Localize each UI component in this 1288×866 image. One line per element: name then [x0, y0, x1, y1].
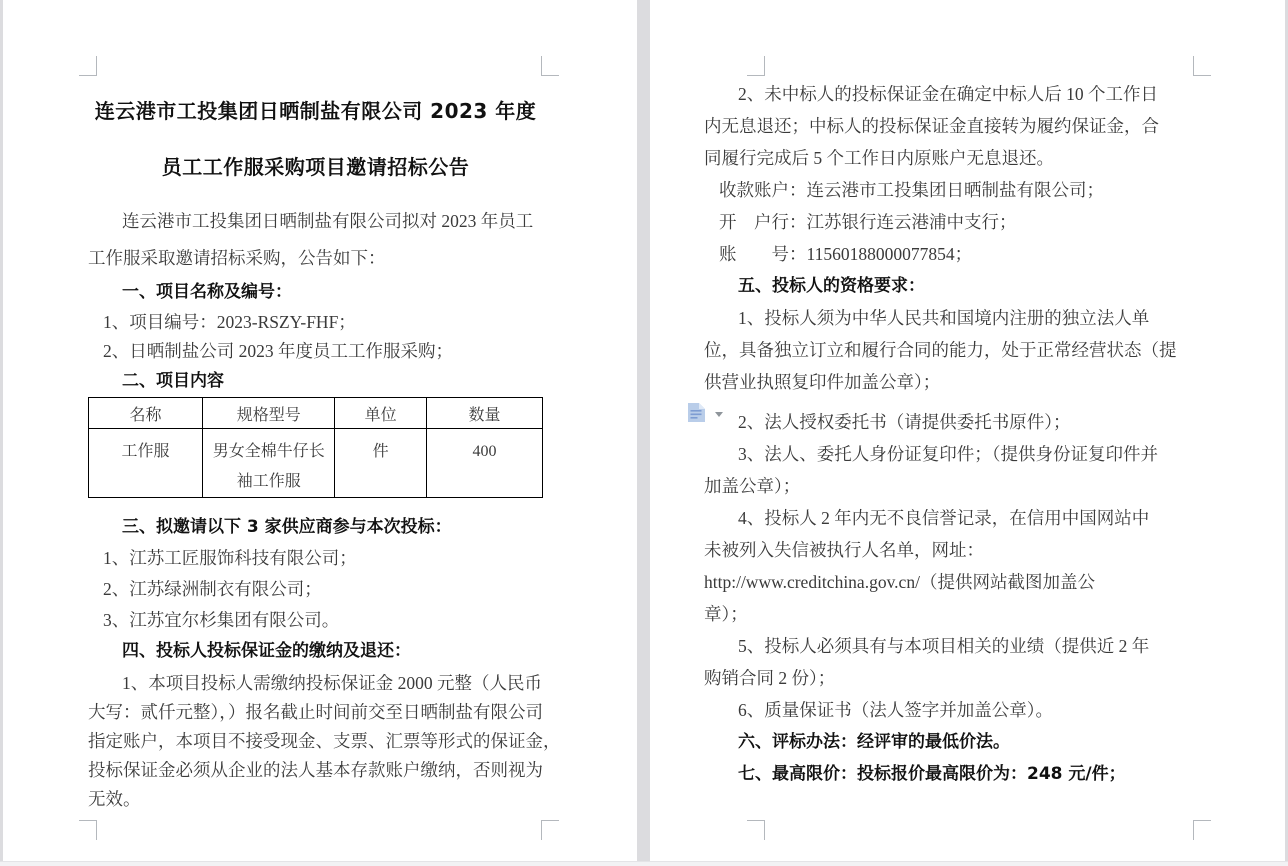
body-line: 1、投标人须为中华人民共和国境内注册的独立法人单 — [738, 308, 1150, 328]
list-item-line: 1、江苏工匠服饰科技有限公司； — [103, 548, 357, 568]
body-line: 无效。 — [88, 789, 141, 809]
margin-crop-mark — [747, 820, 765, 840]
list-item-line: 1、项目编号：2023-RSZY-FHF； — [103, 312, 356, 332]
table-header-name: 名称 — [89, 398, 203, 429]
cell-unit — [335, 429, 427, 498]
body-line: 2、未中标人的投标保证金在确定中标人后 10 个工作日 — [738, 84, 1158, 104]
body-line: 工作服采取邀请招标采购，公告如下： — [88, 248, 386, 268]
horizontal-scrollbar-track[interactable] — [0, 861, 1288, 866]
list-item-line: 3、江苏宜尔杉集团有限公司。 — [103, 610, 340, 630]
document-title-line-2: 员工工作服采购项目邀请招标公告 — [161, 155, 470, 179]
section-heading-5: 五、投标人的资格要求： — [738, 276, 925, 296]
section-heading-7: 七、最高限价：投标报价最高限价为：248 元/件； — [738, 764, 1126, 784]
table-header-qty: 数量 — [426, 398, 542, 429]
table-header-spec: 规格型号 — [203, 398, 335, 429]
body-line: 连云港市工投集团日晒制盐有限公司拟对 2023 年员工 — [122, 211, 534, 231]
margin-crop-mark — [79, 820, 97, 840]
margin-crop-mark — [541, 820, 559, 840]
body-line: 5、投标人必须具有与本项目相关的业绩（提供近 2 年 — [738, 636, 1150, 656]
cell-unit-text: 件 — [372, 443, 389, 460]
body-line: 同履行完成后 5 个工作日内原账户无息退还。 — [704, 148, 1054, 168]
section-heading-4: 四、投标人投标保证金的缴纳及退还： — [122, 641, 411, 661]
body-line: 指定账户，本项目不接受现金、支票、汇票等形式的保证金， — [88, 731, 561, 751]
body-line: 章）； — [704, 604, 748, 624]
table-header-unit: 单位 — [335, 398, 427, 429]
body-line: 内无息退还；中标人的投标保证金直接转为履约保证金，合 — [704, 116, 1159, 136]
body-line: 4、投标人 2 年内无不良信誉记录，在信用中国网站中 — [738, 508, 1150, 528]
body-line: http://www.creditchina.gov.cn/（提供网站截图加盖公 — [704, 572, 1095, 592]
cell-name — [89, 429, 203, 498]
document-page-2[interactable] — [650, 0, 1285, 862]
body-line: 3、法人、委托人身份证复印件；（提供身份证复印件并 — [738, 444, 1158, 464]
body-line: 1、本项目投标人需缴纳投标保证金 2000 元整（人民币 — [122, 673, 542, 693]
body-line: 6、质量保证书（法人签字并加盖公章）。 — [738, 700, 1053, 720]
account-line: 收款账户：连云港市工投集团日晒制盐有限公司； — [719, 180, 1104, 200]
body-line: 位，具备独立订立和履行合同的能力，处于正常经营状态（提 — [704, 340, 1177, 360]
body-line: 投标保证金必须从企业的法人基本存款账户缴纳，否则视为 — [88, 760, 543, 780]
cell-spec-line-2: 袖工作服 — [236, 473, 301, 490]
cell-qty-text: 400 — [472, 443, 497, 460]
cell-spec-line-1: 男女全棉牛仔长 — [212, 443, 325, 460]
margin-crop-mark — [541, 56, 559, 76]
paste-options-button[interactable] — [687, 402, 729, 428]
account-line: 账 号：11560188000077854； — [719, 244, 973, 264]
chevron-down-icon — [715, 412, 723, 417]
body-line: 供营业执照复印件加盖公章）； — [704, 372, 941, 392]
table-row — [89, 429, 543, 498]
project-content-table — [88, 397, 543, 498]
document-page-1[interactable] — [3, 0, 637, 862]
cell-name-text: 工作服 — [121, 443, 170, 460]
section-heading-3: 三、拟邀请以下 3 家供应商参与本次投标： — [122, 517, 452, 537]
margin-crop-mark — [79, 56, 97, 76]
list-item-line: 2、江苏绿洲制衣有限公司； — [103, 579, 322, 599]
cell-spec — [203, 429, 335, 498]
body-line: 未被列入失信被执行人名单，网址： — [704, 540, 984, 560]
section-heading-6: 六、评标办法：经评审的最低价法。 — [738, 732, 1010, 752]
body-line: 购销合同 2 份）； — [704, 668, 836, 688]
body-line: 2、法人授权委托书（请提供委托书原件）； — [738, 412, 1071, 432]
document-title-line-1: 连云港市工投集团日晒制盐有限公司 2023 年度 — [94, 99, 537, 123]
body-line: 加盖公章）； — [704, 476, 801, 496]
account-line: 开 户行：江苏银行连云港浦中支行； — [719, 212, 1017, 232]
margin-crop-mark — [1193, 820, 1211, 840]
cell-qty — [426, 429, 542, 498]
paste-options-icon — [687, 402, 706, 423]
table-header-row — [89, 398, 543, 429]
section-heading-1: 一、项目名称及编号： — [122, 282, 292, 302]
list-item-line: 2、日晒制盐公司 2023 年度员工工作服采购； — [103, 341, 453, 361]
body-line: 大写：贰仟元整），）报名截止时间前交至日晒制盐有限公司 — [88, 702, 543, 722]
section-heading-2: 二、项目内容 — [122, 371, 224, 391]
